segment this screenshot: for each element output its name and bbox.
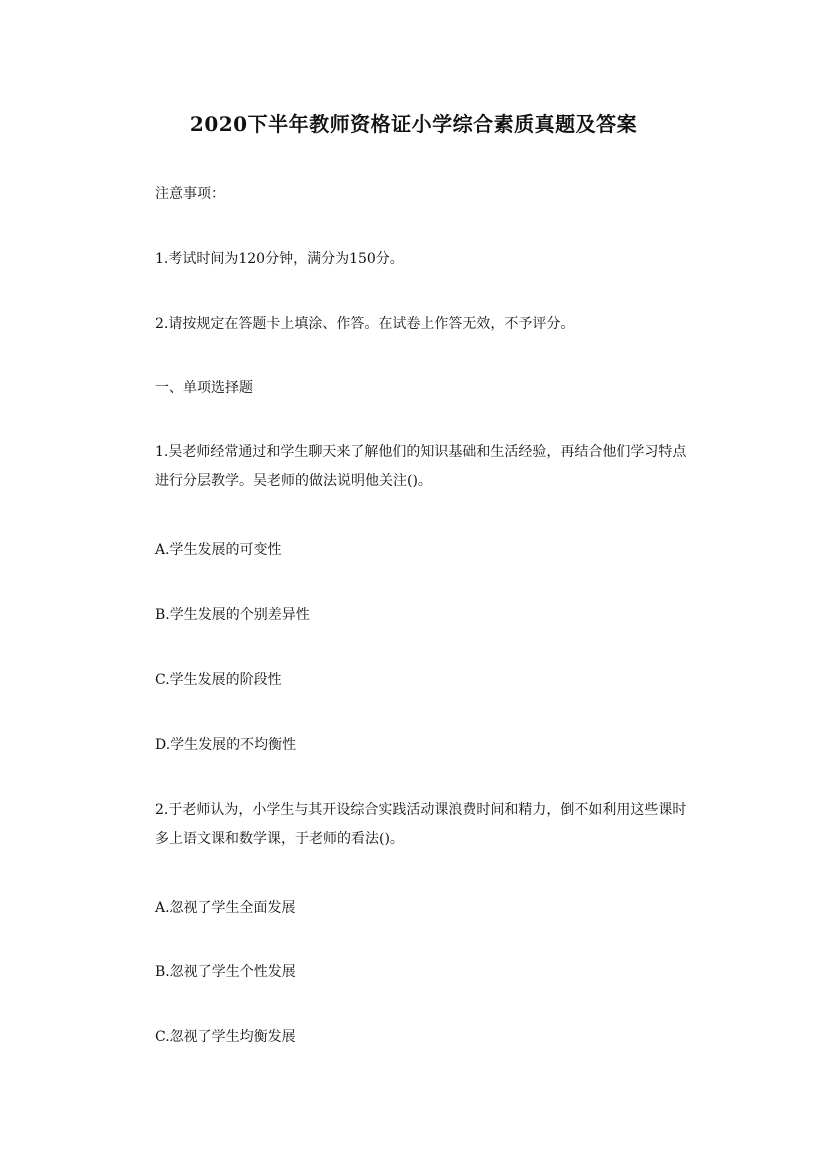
question-1-option-a: A.学生发展的可变性: [155, 542, 282, 558]
question-1-option-c: C.学生发展的阶段性: [155, 672, 282, 688]
question-1-stem: 1.吴老师经常通过和学生聊天来了解他们的知识基础和生活经验，再结合他们学习特点进行分层教学。吴老师的做法说明他关注()。: [155, 444, 687, 489]
question-2-stem: 2.于老师认为，小学生与其开设综合实践活动课浪费时间和精力，倒不如利用这些课时多上语文课和数学课，于老师的看法()。: [155, 802, 687, 847]
document-title: 2020下半年教师资格证小学综合素质真题及答案: [189, 112, 638, 136]
question-1-option-d: D.学生发展的不均衡性: [155, 737, 297, 753]
question-2-option-a: A.忽视了学生全面发展: [155, 900, 296, 916]
notice-item-2: 2.请按规定在答题卡上填涂、作答。在试卷上作答无效，不予评分。: [155, 316, 575, 332]
section-heading: 一、单项选择题: [155, 380, 253, 396]
question-2-option-b: B.忽视了学生个性发展: [155, 964, 296, 980]
question-2-option-c: C.忽视了学生均衡发展: [155, 1029, 296, 1045]
notice-heading: 注意事项：: [155, 186, 225, 202]
notice-item-1: 1.考试时间为120分钟，满分为150分。: [155, 251, 404, 267]
question-1-option-b: B.学生发展的个别差异性: [155, 607, 310, 623]
